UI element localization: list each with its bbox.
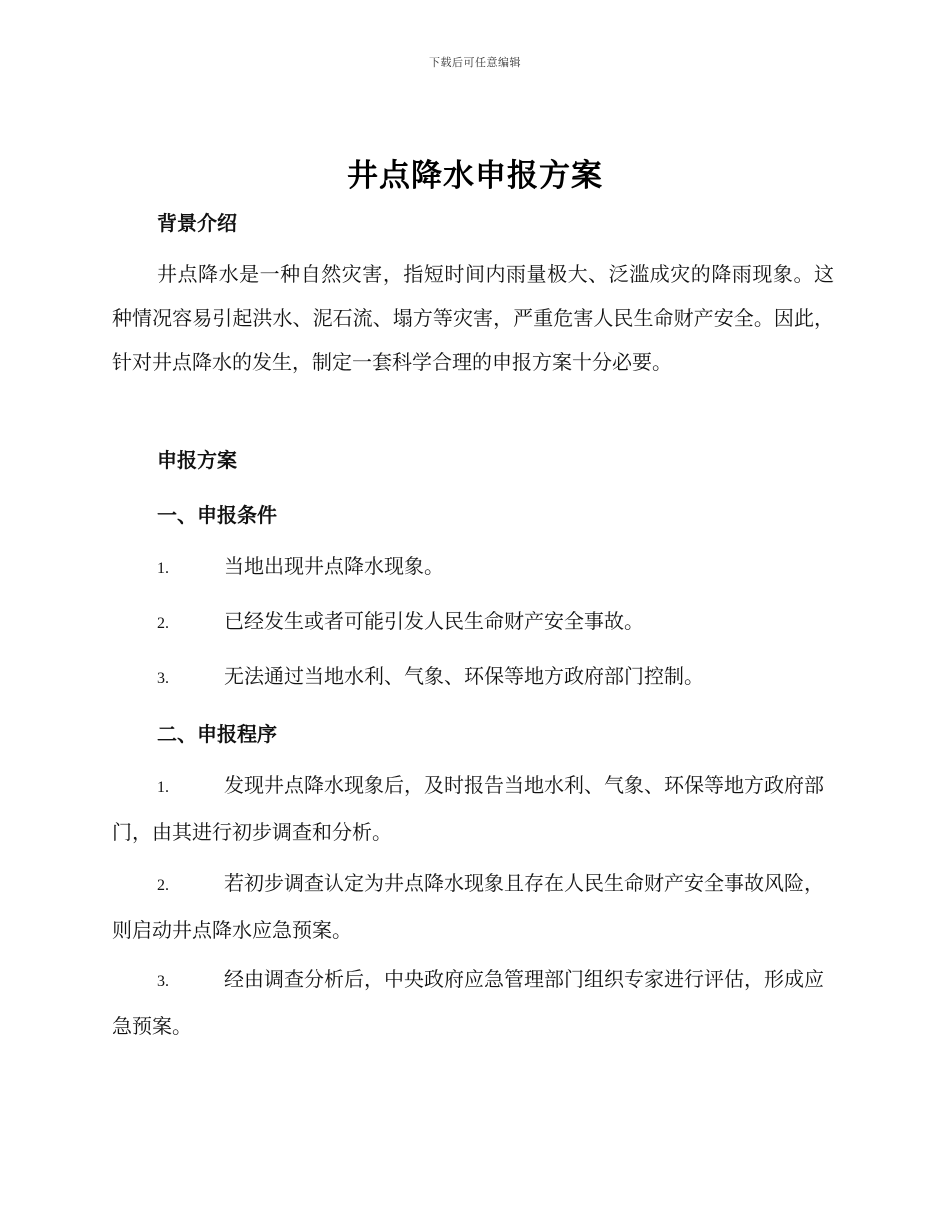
list-item-text: 无法通过当地水利、气象、环保等地方政府部门控制。	[224, 664, 704, 688]
list-item-number: 2.	[157, 615, 169, 632]
section-heading-conditions: 一、申报条件	[157, 503, 277, 527]
list-item-number: 3.	[157, 973, 169, 990]
list-item	[112, 957, 834, 1048]
list-item	[112, 654, 834, 701]
list-item	[112, 544, 834, 591]
background-paragraph: 井点降水是一种自然灾害，指短时间内雨量极大、泛滥成灾的降雨现象。这种情况容易引起洪水、泥石流、塌方等灾害，严重危害人民生命财产安全。因此，针对井点降水的发生，制定一套科学合理的申报方案十分必要。	[112, 262, 834, 374]
list-item-number: 2.	[157, 877, 169, 894]
section-heading-background: 背景介绍	[157, 211, 237, 235]
list-item	[112, 861, 834, 952]
list-item-text: 当地出现井点降水现象。	[224, 554, 444, 578]
list-item-number: 3.	[157, 670, 169, 687]
header-note: 下载后可任意编辑	[429, 56, 521, 69]
document-title: 井点降水申报方案	[347, 158, 603, 194]
list-item-number: 1.	[157, 779, 169, 796]
section-heading-plan: 申报方案	[157, 448, 237, 472]
list-item-text: 发现井点降水现象后，及时报告当地水利、气象、环保等地方政府部门，由其进行初步调查和分析。	[112, 773, 824, 844]
list-item-text: 经由调查分析后，中央政府应急管理部门组织专家进行评估，形成应急预案。	[112, 967, 824, 1038]
list-item	[112, 763, 834, 854]
list-item-number: 1.	[157, 560, 169, 577]
section-heading-procedure: 二、申报程序	[157, 722, 277, 746]
list-item-text: 已经发生或者可能引发人民生命财产安全事故。	[224, 609, 644, 633]
list-item-text: 若初步调查认定为井点降水现象且存在人民生命财产安全事故风险，则启动井点降水应急预案。	[112, 871, 824, 942]
list-item	[112, 599, 834, 646]
